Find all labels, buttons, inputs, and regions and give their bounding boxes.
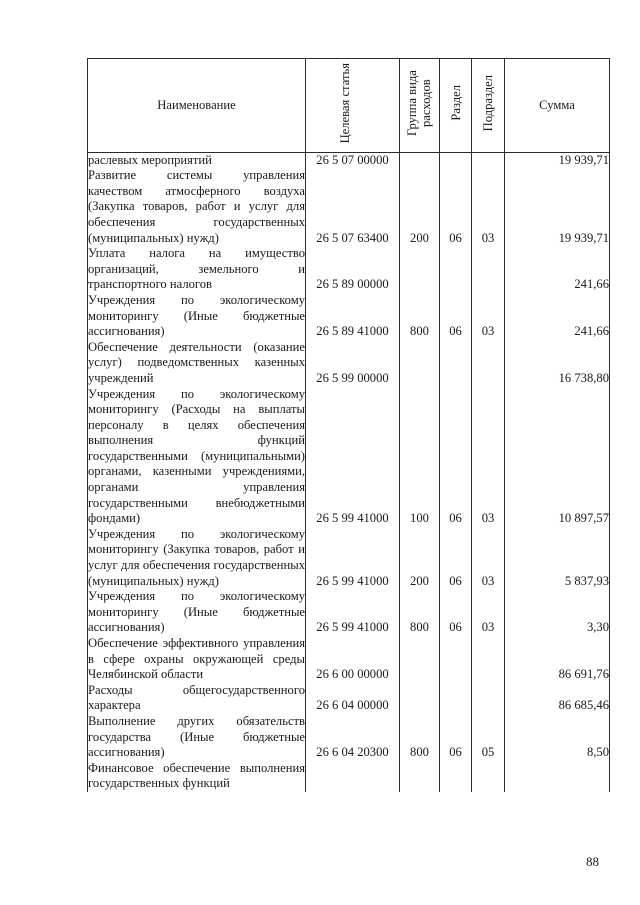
cell-code: 26 5 89 41000 xyxy=(306,293,400,340)
cell-sum: 19 939,71 xyxy=(505,152,610,168)
cell-code: 26 5 89 00000 xyxy=(306,246,400,293)
cell-section: 06 xyxy=(440,589,472,636)
cell-section xyxy=(440,636,472,683)
table-row xyxy=(88,589,610,636)
cell-sum: 241,66 xyxy=(505,246,610,293)
cell-group: 100 xyxy=(400,387,440,527)
cell-section: 06 xyxy=(440,714,472,761)
table-row xyxy=(88,168,610,246)
cell-section xyxy=(440,761,472,792)
cell-group xyxy=(400,683,440,714)
cell-subsection: 03 xyxy=(472,293,505,340)
cell-name: раслевых мероприятий xyxy=(88,152,306,168)
header-subsection: Подраздел xyxy=(472,59,505,153)
cell-section xyxy=(440,340,472,387)
cell-subsection xyxy=(472,636,505,683)
table-row xyxy=(88,340,610,387)
table-row xyxy=(88,387,610,527)
cell-name: Учреждения по экологическому мониторингу (Иные бюджетные ассигнования) xyxy=(88,589,305,635)
cell-subsection xyxy=(472,683,505,714)
cell-sum: 19 939,71 xyxy=(505,168,610,246)
cell-code: 26 5 99 41000 xyxy=(306,589,400,636)
cell-subsection xyxy=(472,761,505,792)
table-row xyxy=(88,683,610,714)
cell-section xyxy=(440,683,472,714)
cell-code: 26 6 04 20300 xyxy=(306,714,400,761)
cell-code: 26 5 07 00000 xyxy=(306,152,400,168)
cell-code: 26 6 00 00000 xyxy=(306,636,400,683)
cell-group: 800 xyxy=(400,714,440,761)
cell-section: 06 xyxy=(440,527,472,589)
cell-code: 26 6 04 00000 xyxy=(306,683,400,714)
cell-subsection xyxy=(472,246,505,293)
header-sum: Сумма xyxy=(505,59,610,153)
cell-subsection: 05 xyxy=(472,714,505,761)
cell-sum: 5 837,93 xyxy=(505,527,610,589)
table-row xyxy=(88,636,610,683)
cell-group xyxy=(400,761,440,792)
cell-group xyxy=(400,152,440,168)
cell-sum: 241,66 xyxy=(505,293,610,340)
table-body xyxy=(88,152,610,792)
cell-code: 26 5 07 63400 xyxy=(306,168,400,246)
header-code: Целевая статья xyxy=(306,59,400,153)
cell-name: Расходы общегосударственного характера xyxy=(88,682,305,713)
cell-section xyxy=(440,152,472,168)
cell-sum: 86 691,76 xyxy=(505,636,610,683)
cell-section: 06 xyxy=(440,168,472,246)
table-row xyxy=(88,714,610,761)
cell-section xyxy=(440,246,472,293)
cell-sum: 10 897,57 xyxy=(505,387,610,527)
cell-group: 800 xyxy=(400,293,440,340)
cell-subsection xyxy=(472,340,505,387)
cell-group: 200 xyxy=(400,168,440,246)
header-section: Раздел xyxy=(440,59,472,153)
header-name: Наименование xyxy=(88,59,306,153)
table-row xyxy=(88,761,610,792)
table-row xyxy=(88,527,610,589)
cell-name: Финансовое обеспечение выполнения государственных функций xyxy=(88,760,305,791)
table-row xyxy=(88,293,610,340)
cell-section: 06 xyxy=(440,387,472,527)
cell-subsection xyxy=(472,152,505,168)
cell-group: 800 xyxy=(400,589,440,636)
cell-code: 26 5 99 41000 xyxy=(306,527,400,589)
cell-sum: 8,50 xyxy=(505,714,610,761)
cell-name: Учреждения по экологическому мониторингу (Закупка товаров, работ и услуг для обеспечения государственных (муниципальных) нужд) xyxy=(88,526,305,588)
cell-subsection: 03 xyxy=(472,589,505,636)
budget-table xyxy=(87,58,610,792)
header-group: Группа вида расходов xyxy=(400,59,440,153)
cell-subsection: 03 xyxy=(472,527,505,589)
cell-sum: 16 738,80 xyxy=(505,340,610,387)
cell-group xyxy=(400,246,440,293)
table-row xyxy=(88,152,610,168)
cell-subsection: 03 xyxy=(472,168,505,246)
cell-name: Обеспечение деятельности (оказание услуг) подведомственных казенных учреждений xyxy=(88,339,305,385)
cell-group: 200 xyxy=(400,527,440,589)
cell-section: 06 xyxy=(440,293,472,340)
cell-sum: 3,30 xyxy=(505,589,610,636)
cell-sum: 86 685,46 xyxy=(505,683,610,714)
cell-name: Учреждения по экологическому мониторингу (Расходы на выплаты персоналу в целях обеспечения выполнения функций государственными (муниципальными) органами, казенными учреждениями, органами управления государственными внебюджетными фондами) xyxy=(88,386,305,526)
cell-name: Учреждения по экологическому мониторингу (Иные бюджетные ассигнования) xyxy=(88,292,305,339)
cell-sum xyxy=(505,761,610,792)
cell-name: Обеспечение эффективного управления в сфере охраны окружающей среды Челябинской области xyxy=(88,636,305,682)
cell-code: 26 5 99 41000 xyxy=(306,387,400,527)
table-header xyxy=(88,59,610,153)
cell-code: 26 5 99 00000 xyxy=(306,340,400,387)
cell-subsection: 03 xyxy=(472,387,505,527)
cell-group xyxy=(400,636,440,683)
cell-group xyxy=(400,340,440,387)
cell-name: Выполнение других обязательств государства (Иные бюджетные ассигнования) xyxy=(88,713,305,760)
cell-name: Развитие системы управления качеством атмосферного воздуха (Закупка товаров, работ и услуг для обеспечения государственных (муниципальных) нужд) xyxy=(88,168,305,245)
page-number: 88 xyxy=(586,854,599,869)
cell-code xyxy=(306,761,400,792)
table-row xyxy=(88,246,610,293)
cell-name: Уплата налога на имущество организаций, земельного и транспортного налогов xyxy=(88,246,305,292)
